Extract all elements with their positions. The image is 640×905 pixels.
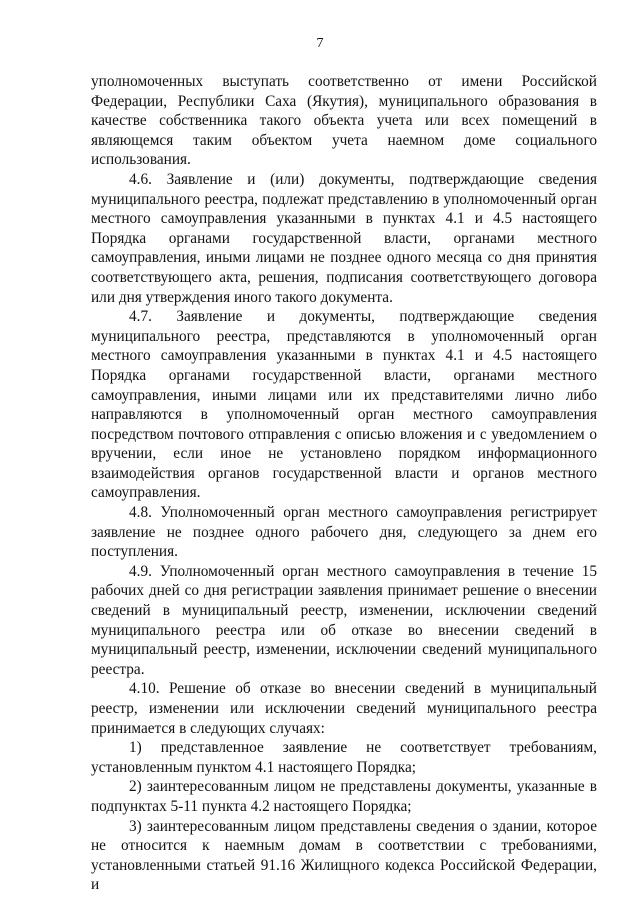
paragraph-4-7: 4.7. Заявление и документы, подтверждающие сведения муниципального реестра, представляются в уполномоченный орган местного самоуправления указанными в пунктах 4.1 и 4.5 настоящего Порядка органами государственной власти, органами местного самоуправления, иными лицами или их представителями лично либо направляются в уполномоченный орган местного самоуправления посредством почтового отправления с описью вложения и с уведомлением о вручении, если иное не установлено порядком информационного взаимодействия органов государственной власти и органов местного самоуправления. <box>91 308 597 502</box>
list-item-2: 2) заинтересованным лицом не представлены документы, указанные в подпунктах 5-11 пункта 4.2 настоящего Порядка; <box>91 778 597 815</box>
paragraph-4-8: 4.8. Уполномоченный орган местного самоуправления регистрирует заявление не позднее одного рабочего дня, следующего за днем его поступления. <box>91 504 597 561</box>
page-number: 7 <box>316 36 324 51</box>
paragraph-4-10: 4.10. Решение об отказе во внесении сведений в муниципальный реестр, изменении или исключении сведений муниципального реестра принимается в следующих случаях: <box>91 680 597 737</box>
document-body <box>91 72 597 895</box>
list-item-3: 3) заинтересованным лицом представлены сведения о здании, которое не относится к наемным домам в соответствии с требованиями, установленными статьей 91.16 Жилищного кодекса Российской Федерации, и <box>91 817 597 894</box>
paragraph-4-9: 4.9. Уполномоченный орган местного самоуправления в течение 15 рабочих дней со дня регистрации заявления принимает решение о внесении сведений в муниципальный реестр, изменении, исключении сведений муниципального реестра или об отказе во внесении сведений в муниципальный реестр, изменении, исключении сведений муниципального реестра. <box>91 562 597 678</box>
list-item-1: 1) представленное заявление не соответствует требованиям, установленным пунктом 4.1 настоящего Порядка; <box>91 739 597 776</box>
paragraph-4-6: 4.6. Заявление и (или) документы, подтверждающие сведения муниципального реестра, подлежат представлению в уполномоченный орган местного самоуправления указанными в пунктах 4.1 и 4.5 настоящего Порядка органами государственной власти, органами местного самоуправления, иными лицами не позднее одного месяца со дня принятия соответствующего акта, решения, подписания соответствующего договора или дня утверждения иного такого документа. <box>91 170 597 306</box>
paragraph-continuation: уполномоченных выступать соответственно от имени Российской Федерации, Республики Саха (Якутия), муниципального образования в качестве собственника такого объекта учета или всех помещений в являющемся таким объектом учета наемном доме социального использования. <box>91 73 597 169</box>
